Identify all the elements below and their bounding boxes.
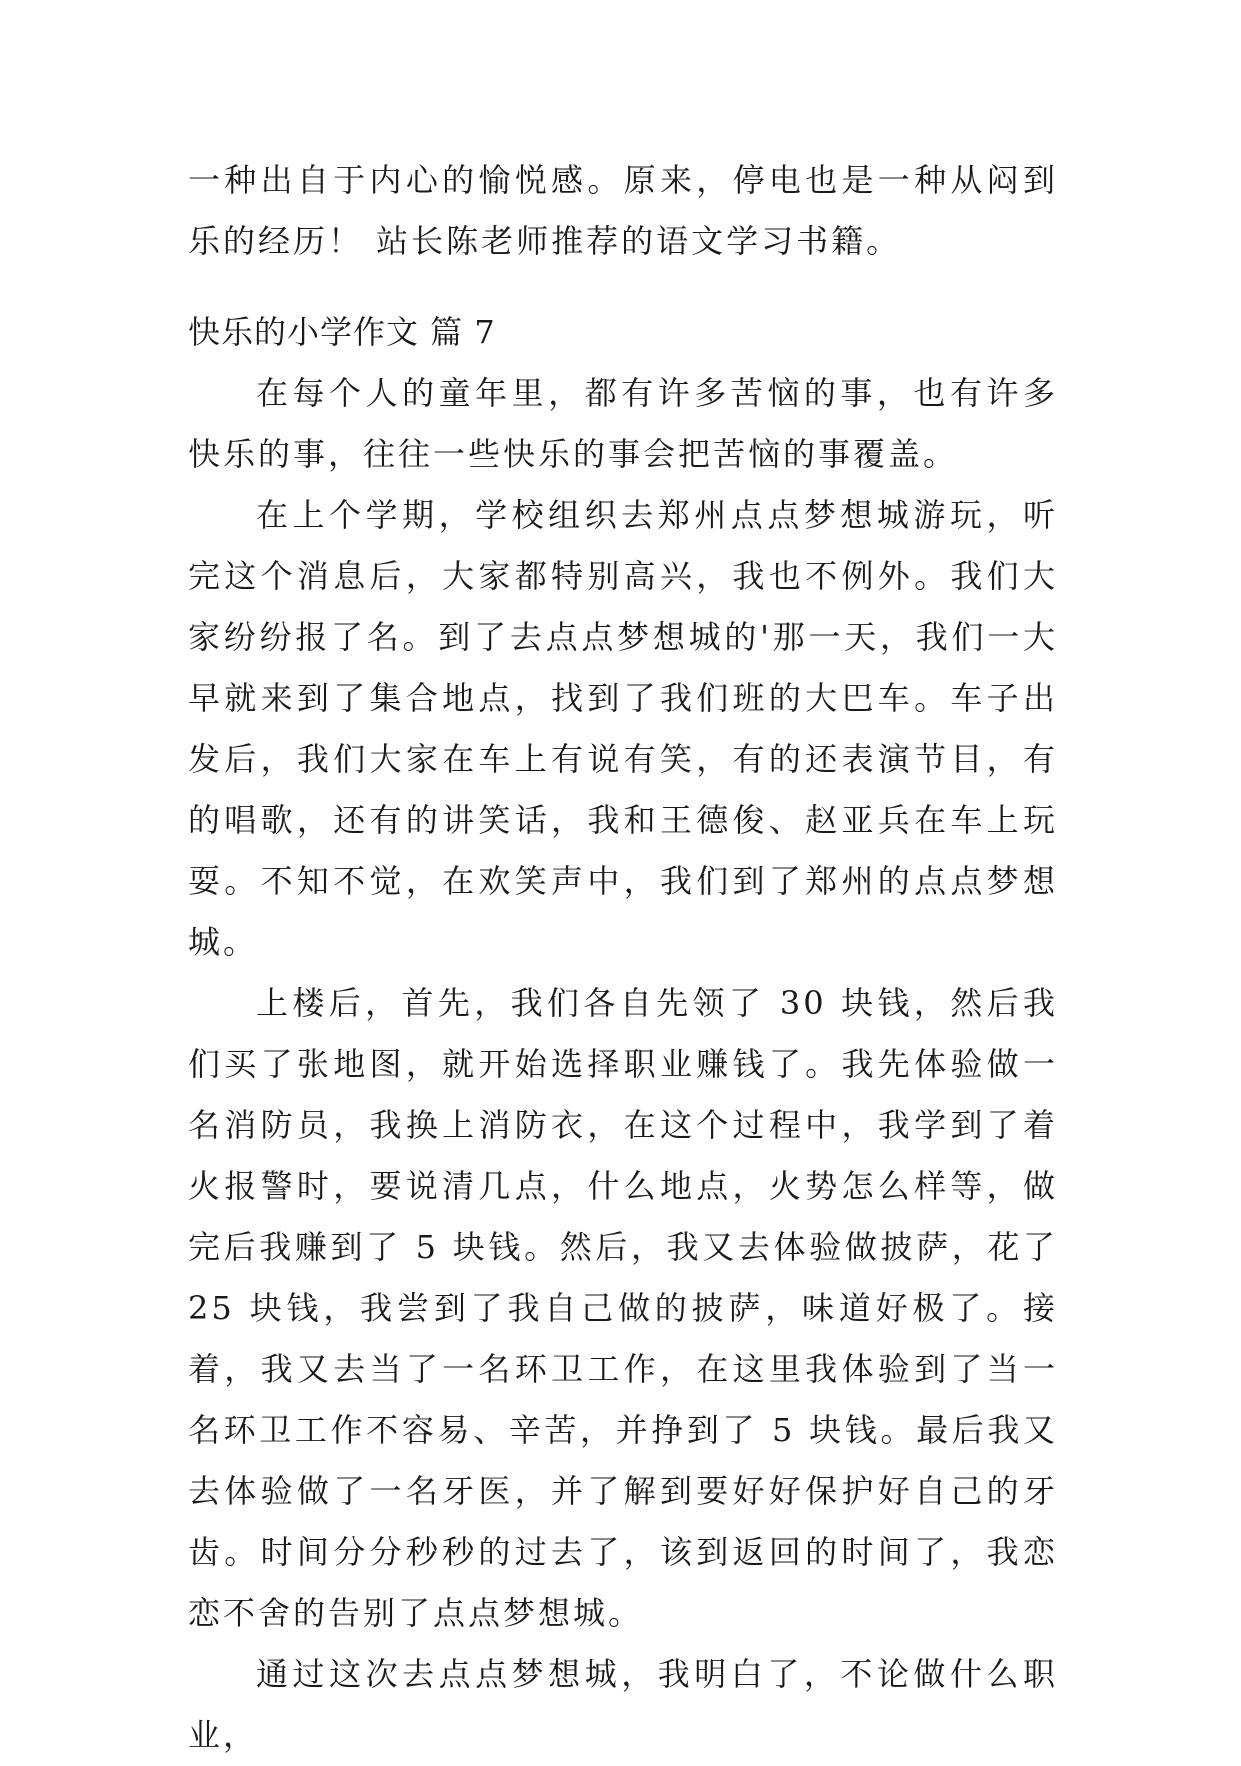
paragraph-4: 通过这次去点点梦想城，我明白了，不论做什么职业， [188,1655,1058,1754]
paragraph-2: 在上个学期，学校组织去郑州点点梦想城游玩，听完这个消息后，大家都特别高兴，我也不例外。我们大家纷纷报了名。到了去点点梦想城的'那一天，我们一大早就来到了集合地点，找到了我们班的大巴车。车子出发后，我们大家在车上有说有笑，有的还表演节目，有的唱歌，还有的讲笑话，我和王德俊、赵亚兵在车上玩耍。不知不觉，在欢笑声中，我们到了郑州的点点梦想城。 [188,496,1058,961]
paragraph-3: 上楼后，首先，我们各自先领了 30 块钱，然后我们买了张地图，就开始选择职业赚钱了。我先体验做一名消防员，我换上消防衣，在这个过程中，我学到了着火报警时，要说清几点，什么地点，火势怎么样等，做完后我赚到了 5 块钱。然后，我又去体验做披萨，花了 25 块钱，我尝到了我自己做的披萨，味道好极了。接着，我又去当了一名环卫工作，在这里我体验到了当一名环卫工作不容易、辛苦，并挣到了 5 块钱。最后我又去体验做了一名牙医，并了解到要好好保护好自己的牙齿。时间分分秒秒的过去了，该到返回的时间了，我恋恋不舍的告别了点点梦想城。 [188,984,1058,1632]
document-body [188,150,1058,1766]
paragraph-1: 在每个人的童年里，都有许多苦恼的事，也有许多快乐的事，往往一些快乐的事会把苦恼的事覆盖。 [188,374,1058,473]
intro-paragraph: 一种出自于内心的愉悦感。原来，停电也是一种从闷到乐的经历！ 站长陈老师推荐的语文学习书籍。 [188,161,1058,260]
section-heading: 快乐的小学作文 篇 7 [188,313,496,351]
